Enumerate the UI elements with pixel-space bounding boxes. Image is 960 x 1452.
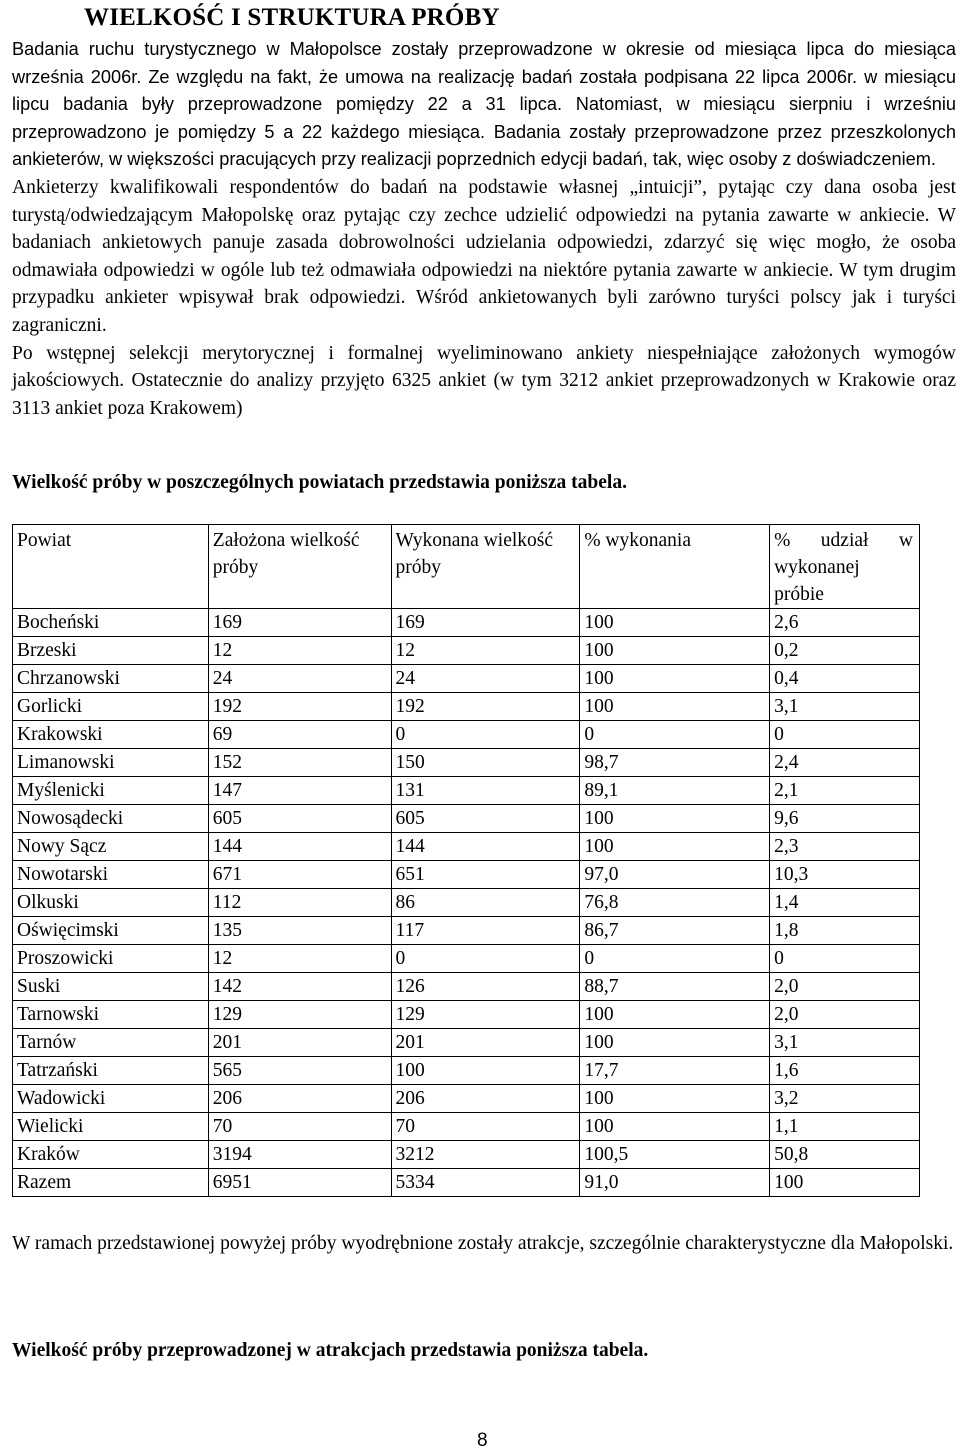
table-cell: 69 (208, 721, 391, 749)
table-header-row (13, 525, 920, 609)
table-cell: Chrzanowski (13, 665, 209, 693)
section-heading: WIELKOŚĆ I STRUKTURA PRÓBY (84, 4, 500, 31)
table-cell: 12 (391, 637, 580, 665)
table-row (13, 1029, 920, 1057)
paragraph-respondents: Ankieterzy kwalifikowali respondentów do badań na podstawie własnej „intuicji”, pytając czy dana osoba jest turystą/odwiedzającym Małopolskę oraz pytając czy zechce udzielić odpowiedzi na pytania zawarte w ankiecie. W badaniach ankietowych panuje zasada dobrowolności udzielania odpowiedzi, zdarzyć się więc mogło, że osoba odmawiała odpowiedzi w ogóle lub też odmawiała odpowiedzi na niektóre pytania zawarte w ankiecie. W tym drugim przypadku ankieter wpisywał brak odpowiedzi. Wśród ankietowanych byli zarówno turyści polscy jak i turyści zagraniczni. (12, 176, 956, 336)
table-body (13, 609, 920, 1197)
paragraph-selection: Po wstępnej selekcji merytorycznej i formalnej wyeliminowano ankiety niespełniające założonych wymogów jakościowych. Ostatecznie do analizy przyjęto 6325 ankiet (w tym 3212 ankiet przeprowadzonych w Krakowie oraz 3113 ankiet poza Krakowem) (12, 342, 956, 419)
table-row (13, 833, 920, 861)
table-cell: 86,7 (580, 917, 770, 945)
table-cell: 3,2 (770, 1085, 920, 1113)
table-cell: 3,1 (770, 693, 920, 721)
table-cell: 147 (208, 777, 391, 805)
table-cell: Proszowicki (13, 945, 209, 973)
paragraph-attractions: W ramach przedstawionej powyżej próby wyodrębnione zostały atrakcje, szczególnie charakterystyczne dla Małopolski. (12, 1233, 954, 1254)
table-cell: 201 (391, 1029, 580, 1057)
table-cell: 0 (770, 945, 920, 973)
table-cell: 50,8 (770, 1141, 920, 1169)
table-cell: 70 (208, 1113, 391, 1141)
header-powiat: Powiat (13, 525, 209, 609)
table-cell: 1,6 (770, 1057, 920, 1085)
table-row (13, 917, 920, 945)
table-cell: Brzeski (13, 637, 209, 665)
header-percent-share: % udział w wykonanej próbie (770, 525, 920, 609)
table-cell: 0 (580, 945, 770, 973)
table-cell: 10,3 (770, 861, 920, 889)
table-cell: 0 (391, 721, 580, 749)
table-cell: 24 (208, 665, 391, 693)
table-row (13, 1085, 920, 1113)
table-cell: Nowy Sącz (13, 833, 209, 861)
table-row (13, 749, 920, 777)
table-row (13, 1113, 920, 1141)
table-cell: 2,1 (770, 777, 920, 805)
table-cell: 0,4 (770, 665, 920, 693)
table-cell: 17,7 (580, 1057, 770, 1085)
table-cell: 0 (770, 721, 920, 749)
table-cell: 150 (391, 749, 580, 777)
second-table-caption: Wielkość próby przeprowadzonej w atrakcjach przedstawia poniższa tabela. (12, 1340, 649, 1361)
table-row (13, 721, 920, 749)
table-cell: 100 (580, 665, 770, 693)
table-cell: 100 (580, 805, 770, 833)
table-cell: 100 (770, 1169, 920, 1197)
table-cell: 605 (391, 805, 580, 833)
table-cell: 131 (391, 777, 580, 805)
table-cell: 135 (208, 917, 391, 945)
table-cell: Gorlicki (13, 693, 209, 721)
header-executed-sample: Wykonana wielkość próby (391, 525, 580, 609)
header-planned-sample: Założona wielkość próby (208, 525, 391, 609)
table-cell: 169 (208, 609, 391, 637)
paragraph-methodology: Badania ruchu turystycznego w Małopolsce zostały przeprowadzone w okresie od miesiąca lipca do miesiąca września 2006r. Ze względu na fakt, że umowa na realizację badań została podpisana 22 lipca 2006r. w miesiącu lipcu badania były przeprowadzone pomiędzy 22 a 31 lipca. Natomiast, w miesiącu sierpniu i wrześniu przeprowadzono je pomiędzy 5 a 22 każdego miesiąca. Badania zostały przeprowadzone przez przeszkolonych ankieterów, w większości pracujących przy realizacji poprzednich edycji badań, tak, więc osoby z doświadczeniem. (12, 39, 956, 170)
table-cell: 206 (208, 1085, 391, 1113)
table-cell: 100 (580, 693, 770, 721)
table-cell: 88,7 (580, 973, 770, 1001)
table-row (13, 693, 920, 721)
table-cell: 1,4 (770, 889, 920, 917)
table-cell: 2,6 (770, 609, 920, 637)
table-cell: Tarnów (13, 1029, 209, 1057)
table-row (13, 805, 920, 833)
table-row (13, 1057, 920, 1085)
table-row (13, 1141, 920, 1169)
table-cell: 100 (580, 637, 770, 665)
table-cell: 671 (208, 861, 391, 889)
table-row (13, 1169, 920, 1197)
table-row (13, 945, 920, 973)
table-cell: 144 (208, 833, 391, 861)
table-cell: 100 (580, 1029, 770, 1057)
page-number: 8 (477, 1430, 488, 1451)
table-cell: Bocheński (13, 609, 209, 637)
table-cell: 201 (208, 1029, 391, 1057)
table-cell: 0,2 (770, 637, 920, 665)
table-cell: 12 (208, 637, 391, 665)
table-cell: Wielicki (13, 1113, 209, 1141)
table-row (13, 973, 920, 1001)
table-cell: 100 (580, 1001, 770, 1029)
header-percent-executed: % wykonania (580, 525, 770, 609)
table-cell: 1,8 (770, 917, 920, 945)
table-cell: 169 (391, 609, 580, 637)
table-cell: 9,6 (770, 805, 920, 833)
table-cell: 100 (580, 609, 770, 637)
table-cell: Olkuski (13, 889, 209, 917)
table-cell: 89,1 (580, 777, 770, 805)
table-cell: Razem (13, 1169, 209, 1197)
table-cell: Wadowicki (13, 1085, 209, 1113)
sample-size-table (12, 524, 920, 1197)
table-cell: 2,4 (770, 749, 920, 777)
table-cell: 100 (580, 1113, 770, 1141)
table-row (13, 777, 920, 805)
table-cell: Limanowski (13, 749, 209, 777)
table-cell: 70 (391, 1113, 580, 1141)
table-cell: 129 (391, 1001, 580, 1029)
table-cell: 0 (391, 945, 580, 973)
table-row (13, 889, 920, 917)
table-cell: 206 (391, 1085, 580, 1113)
table-cell: 565 (208, 1057, 391, 1085)
body-text (12, 36, 956, 422)
table-cell: 3194 (208, 1141, 391, 1169)
table-cell: 76,8 (580, 889, 770, 917)
table-cell: 0 (580, 721, 770, 749)
table-cell: 605 (208, 805, 391, 833)
table-cell: 152 (208, 749, 391, 777)
table-cell: 142 (208, 973, 391, 1001)
table-cell: 98,7 (580, 749, 770, 777)
table-cell: Krakowski (13, 721, 209, 749)
table-cell: 24 (391, 665, 580, 693)
table-cell: 12 (208, 945, 391, 973)
table-cell: 192 (391, 693, 580, 721)
table-cell: 6951 (208, 1169, 391, 1197)
table-cell: Suski (13, 973, 209, 1001)
table-cell: Tatrzański (13, 1057, 209, 1085)
table-row (13, 609, 920, 637)
table-cell: 112 (208, 889, 391, 917)
table-cell: 192 (208, 693, 391, 721)
table-cell: Myślenicki (13, 777, 209, 805)
table-cell: 3212 (391, 1141, 580, 1169)
table-cell: 2,0 (770, 1001, 920, 1029)
table-row (13, 1001, 920, 1029)
table-cell: 100 (580, 833, 770, 861)
table-cell: 5334 (391, 1169, 580, 1197)
table-cell: 100 (391, 1057, 580, 1085)
table-cell: 100,5 (580, 1141, 770, 1169)
table-cell: 2,0 (770, 973, 920, 1001)
table-cell: 97,0 (580, 861, 770, 889)
table-cell: Nowosądecki (13, 805, 209, 833)
table-cell: Nowotarski (13, 861, 209, 889)
table-caption: Wielkość próby w poszczególnych powiatach przedstawia poniższa tabela. (12, 472, 627, 493)
table-cell: 144 (391, 833, 580, 861)
table-row (13, 665, 920, 693)
table-cell: Kraków (13, 1141, 209, 1169)
table-cell: 86 (391, 889, 580, 917)
table-cell: 3,1 (770, 1029, 920, 1057)
table-cell: 2,3 (770, 833, 920, 861)
table-cell: Oświęcimski (13, 917, 209, 945)
table-cell: 1,1 (770, 1113, 920, 1141)
table-cell: 651 (391, 861, 580, 889)
table-cell: 129 (208, 1001, 391, 1029)
table-cell: 91,0 (580, 1169, 770, 1197)
table-row (13, 637, 920, 665)
table-row (13, 861, 920, 889)
table-cell: 126 (391, 973, 580, 1001)
table-cell: 117 (391, 917, 580, 945)
table-cell: 100 (580, 1085, 770, 1113)
table-cell: Tarnowski (13, 1001, 209, 1029)
